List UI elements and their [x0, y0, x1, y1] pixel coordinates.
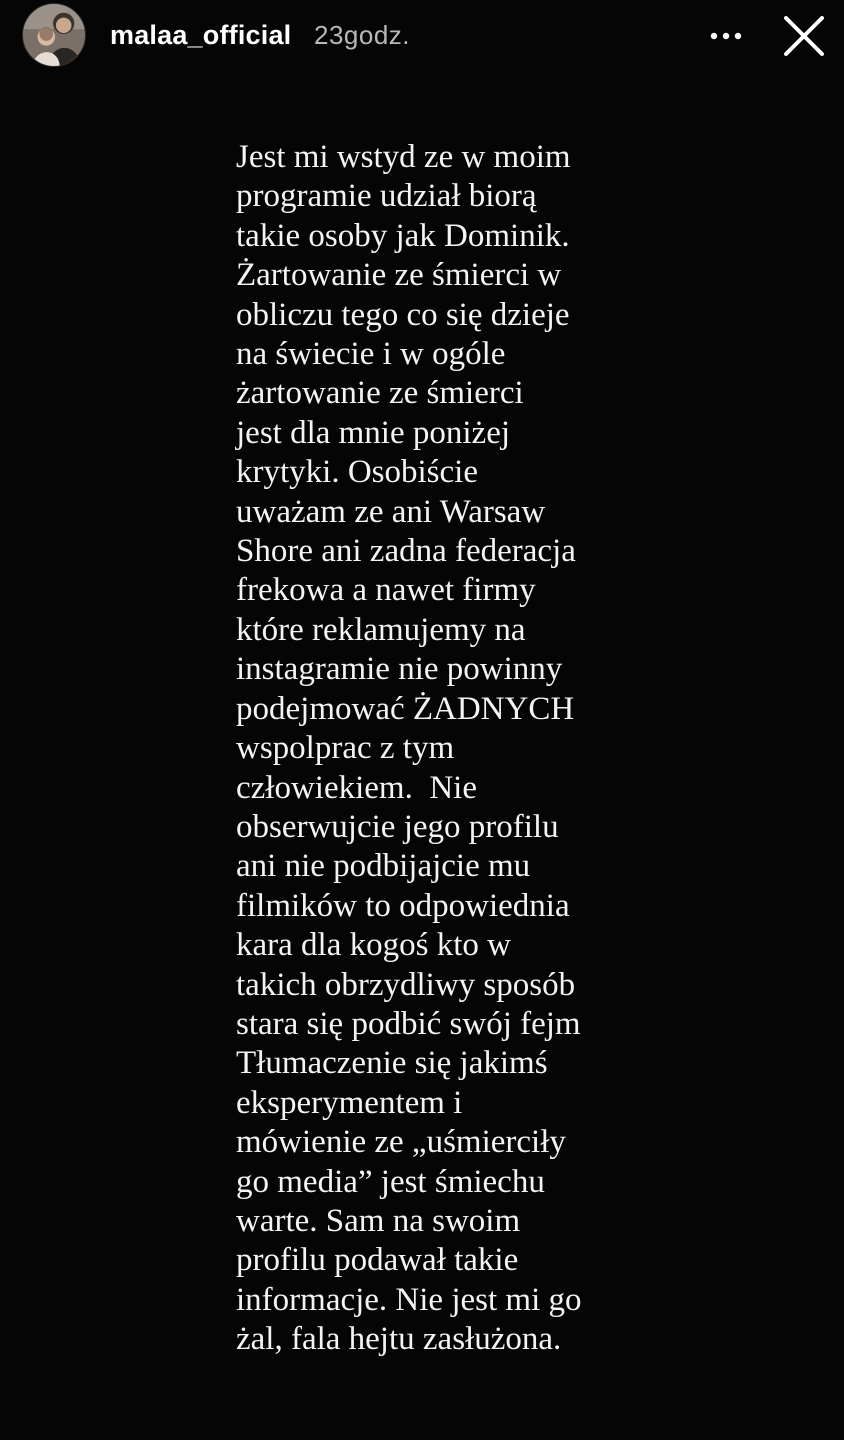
story-text-line: człowiekiem. Nie — [236, 769, 477, 806]
avatar-photo-icon — [23, 4, 85, 66]
profile-avatar[interactable] — [22, 3, 86, 67]
username[interactable]: malaa_official — [110, 20, 292, 50]
story-text-line: profilu podawał takie — [236, 1242, 519, 1279]
story-header — [0, 0, 844, 72]
post-time: 23godz. — [314, 20, 411, 50]
story-text-line: eksperymentem i — [236, 1084, 463, 1121]
story-text-line: które reklamujemy na — [236, 611, 526, 648]
story-text-line: kara dla kogoś kto w — [236, 927, 511, 964]
story-text-line: warte. Sam na swoim — [236, 1202, 521, 1239]
story-text-line: jest dla mnie poniżej — [236, 414, 511, 451]
story-text-line: Jest mi wstyd ze w moim — [236, 139, 571, 175]
story-text-line: go media” jest śmiechu — [236, 1163, 545, 1200]
close-icon — [776, 10, 832, 62]
story-text-line: żartowanie ze śmierci — [236, 375, 524, 412]
story-text-line: stara się podbić swój fejm — [236, 1005, 581, 1042]
story-text-line: programie udział biorą — [236, 178, 537, 215]
story-text-line: Żartowanie ze śmierci w — [236, 257, 562, 294]
story-text-line: krytyki. Osobiście — [236, 454, 478, 491]
story-text-line: takich obrzydliwy sposób — [236, 966, 576, 1003]
story-text-line: takie osoby jak Dominik. — [236, 217, 570, 254]
story-text-line: informacje. Nie jest mi go — [236, 1281, 582, 1318]
more-horizontal-icon — [700, 16, 752, 56]
story-text-line: żal, fala hejtu zasłużona. — [236, 1321, 562, 1358]
story-text-line: Shore ani zadna federacja — [236, 533, 576, 570]
story-text-line: ani nie podbijajcie mu — [236, 848, 531, 885]
story-text-line: instagramie nie powinny — [236, 651, 563, 688]
story-text-line: podejmować ŻADNYCH — [236, 690, 575, 727]
more-options-button[interactable] — [700, 16, 752, 56]
close-button[interactable] — [776, 10, 832, 62]
story-text-line: filmików to odpowiednia — [236, 887, 570, 924]
story-text-line: wspolprac z tym — [236, 730, 455, 767]
story-text-line: uważam ze ani Warsaw — [236, 493, 546, 530]
story-text — [236, 138, 636, 1360]
story-text-line: na świecie i w ogóle — [236, 336, 506, 373]
story-text-line: obserwujcie jego profilu — [236, 808, 559, 845]
story-text-line: mówienie ze „uśmierciły — [236, 1124, 566, 1161]
story-text-line: frekowa a nawet firmy — [236, 572, 536, 609]
story-text-line: obliczu tego co się dzieje — [236, 296, 570, 333]
story-text-line: Tłumaczenie się jakimś — [236, 1045, 548, 1082]
